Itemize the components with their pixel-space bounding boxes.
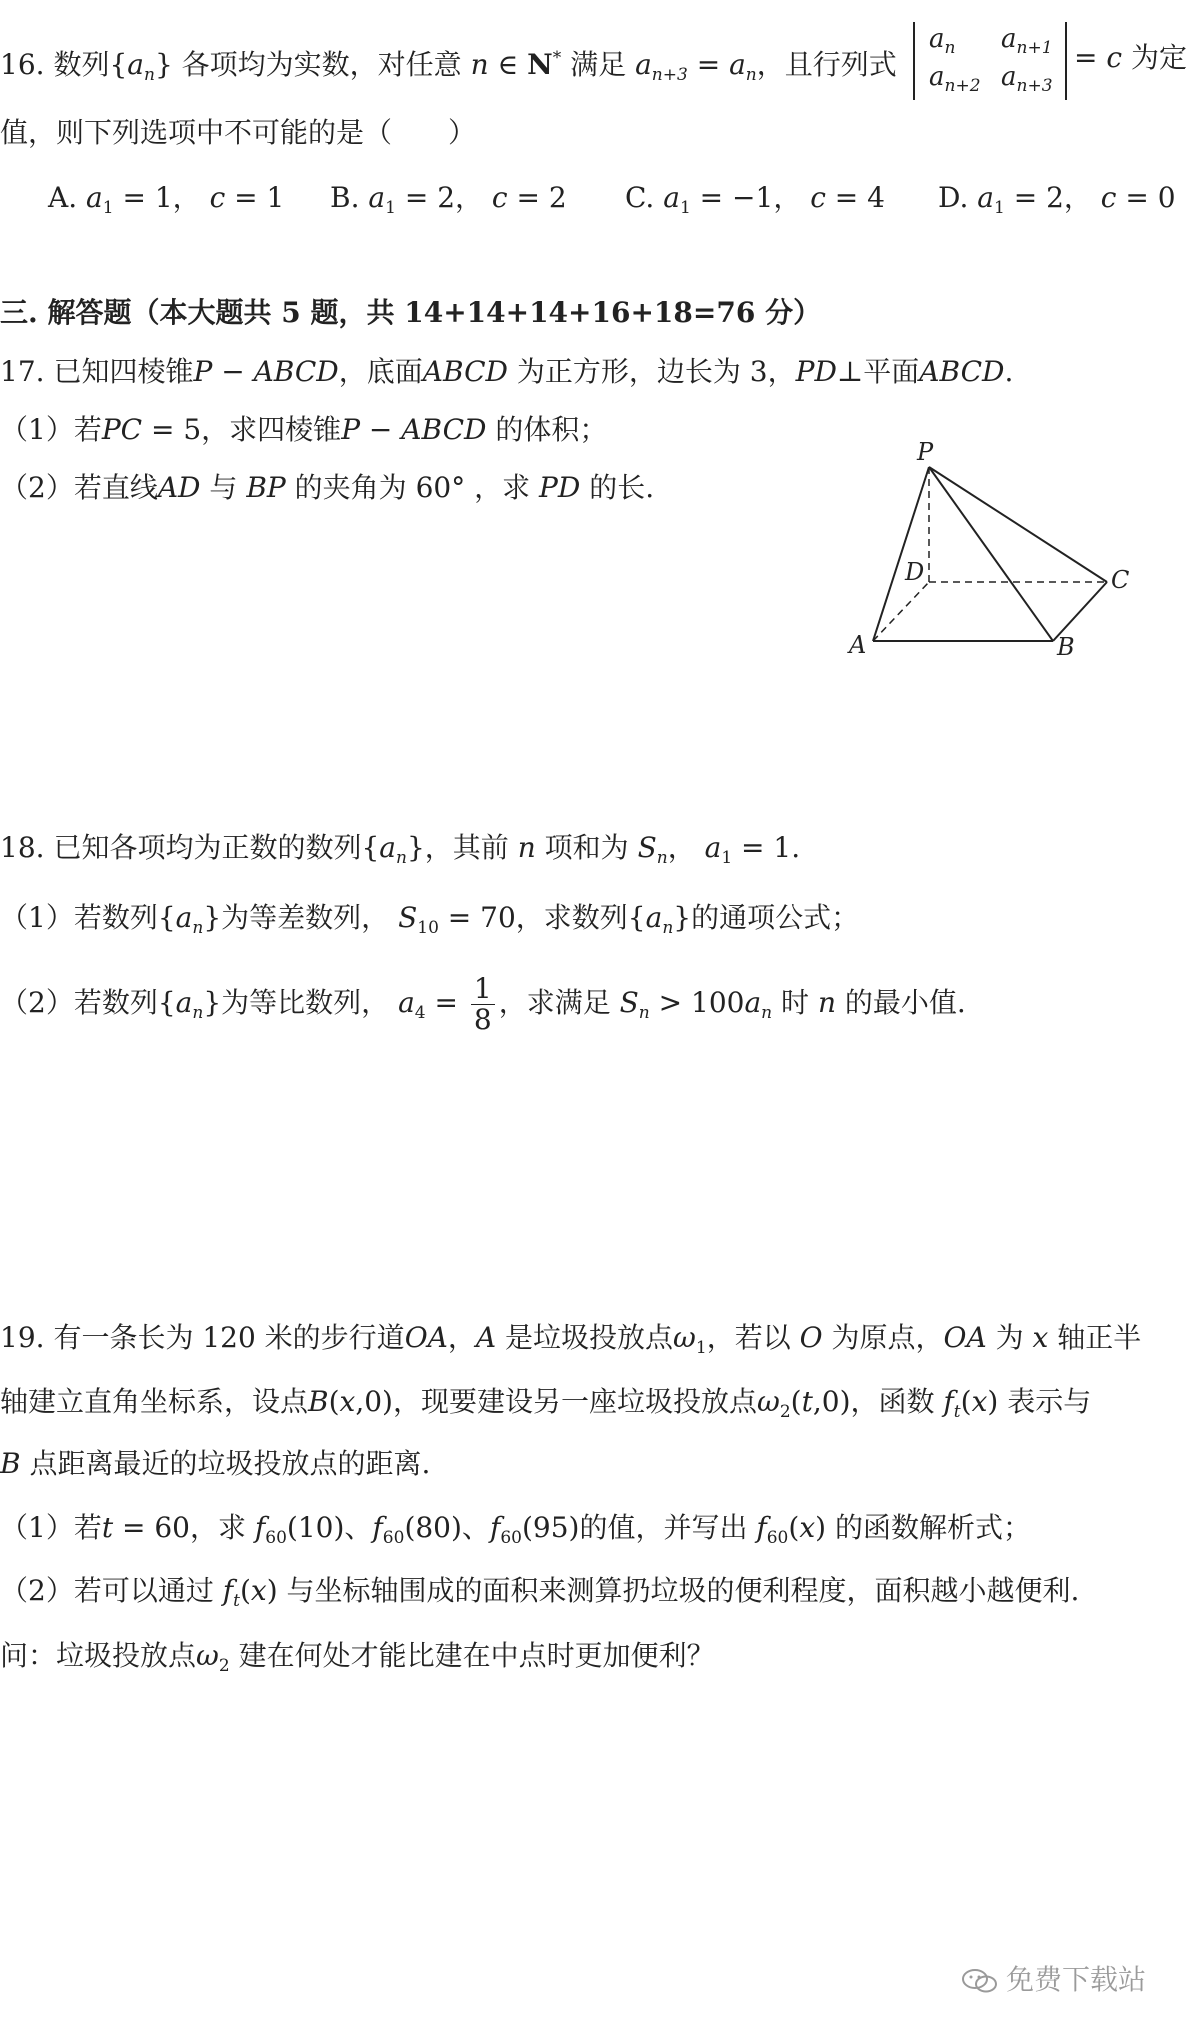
fraction-one-eighth: $\frac{1}{8}$ bbox=[471, 974, 495, 1035]
q17-part1: （1）若PC = 5，求四棱锥P − ABCD 的体积； bbox=[0, 413, 608, 446]
q18-part2: （2）若数列$\{a_n\}$为等比数列， $a_4$ = $\frac{1}{8}$ ，求满足 $S_n > 100a_n$ 时 n 的最小值. bbox=[0, 972, 966, 1036]
q16-line2: 值，则下列选项中不可能的是（ ） bbox=[0, 116, 477, 149]
q19-part2: （2）若可以通过 $f_t(x)$ 与坐标轴围成的面积来测算扔垃圾的便利程度，面积越小越便利. bbox=[0, 1574, 1080, 1611]
q17-part2: （2）若直线AD 与 BP 的夹角为 60° ，求 PD 的长. bbox=[0, 471, 655, 504]
q16-determinant: $a_n$ $a_{n+1}$ $a_{n+2}$ $a_{n+3}$ bbox=[913, 22, 1067, 100]
q16-line1-end: = c 为定 bbox=[1074, 41, 1187, 74]
label-d: D bbox=[905, 558, 925, 586]
q18-stem: 18. 已知各项均为正数的数列$\{a_n\}$，其前 n 项和为 $S_n$， $a_1 = 1$. bbox=[0, 831, 801, 868]
section3-title: 三. 解答题（本大题共 5 题，共 14+14+14+16+18=76 分） bbox=[0, 296, 822, 329]
label-p: P bbox=[917, 438, 934, 466]
q19-part1: （1）若t = 60，求 $f_{60}(10)$、$f_{60}(80)$、$f_{60}(95)$的值，并写出 $f_{60}(x)$ 的函数解析式； bbox=[0, 1511, 1031, 1548]
watermark: 免费下载站 bbox=[960, 1958, 1146, 1998]
q19-part3: 问：垃圾投放点$\omega_2$ 建在何处才能比建在中点时更加便利？ bbox=[0, 1639, 715, 1676]
q17-stem: 17. 已知四棱锥P − ABCD，底面ABCD 为正方形，边长为 3，PD⊥平面ABCD. bbox=[0, 355, 1014, 388]
label-a: A bbox=[849, 631, 867, 659]
q19-line3: B 点距离最近的垃圾投放点的距离. bbox=[0, 1447, 431, 1480]
q19-line1: 19. 有一条长为 120 米的步行道OA，A 是垃圾投放点$\omega_1$，若以 O 为原点，OA 为 x 轴正半 bbox=[0, 1321, 1142, 1358]
q18-part1: （1）若数列$\{a_n\}$为等差数列， $S_{10} = 70$，求数列$\{a_n\}$的通项公式； bbox=[0, 901, 860, 938]
label-c: C bbox=[1111, 566, 1130, 594]
wechat-icon bbox=[960, 1967, 1000, 1995]
edge-pb bbox=[929, 467, 1053, 641]
pyramid-figure bbox=[845, 438, 1130, 661]
edge-pa bbox=[873, 467, 929, 641]
edge-pc bbox=[929, 467, 1107, 582]
edge-ad bbox=[873, 582, 929, 641]
q16-line1: 16. 数列$\{a_n\}$ 各项均为实数，对任意 n ∈ N* 满足 $a_{n+3} = a_n$，且行列式 bbox=[0, 48, 897, 85]
label-b: B bbox=[1057, 633, 1075, 661]
q16-option-a: A. $a_1 = 1$， c = 1 bbox=[48, 181, 285, 218]
q16-option-b: B. $a_1 = 2$， c = 2 bbox=[330, 181, 567, 218]
q19-line2: 轴建立直角坐标系，设点B(x,0)，现要建设另一座垃圾投放点$\omega_2(t,0)$，函数 $f_t(x)$ 表示与 bbox=[0, 1385, 1092, 1422]
q16-option-c: C. $a_1 = -1$， c = 4 bbox=[625, 181, 885, 218]
q16-option-d: D. $a_1 = 2$， c = 0 bbox=[938, 181, 1176, 218]
